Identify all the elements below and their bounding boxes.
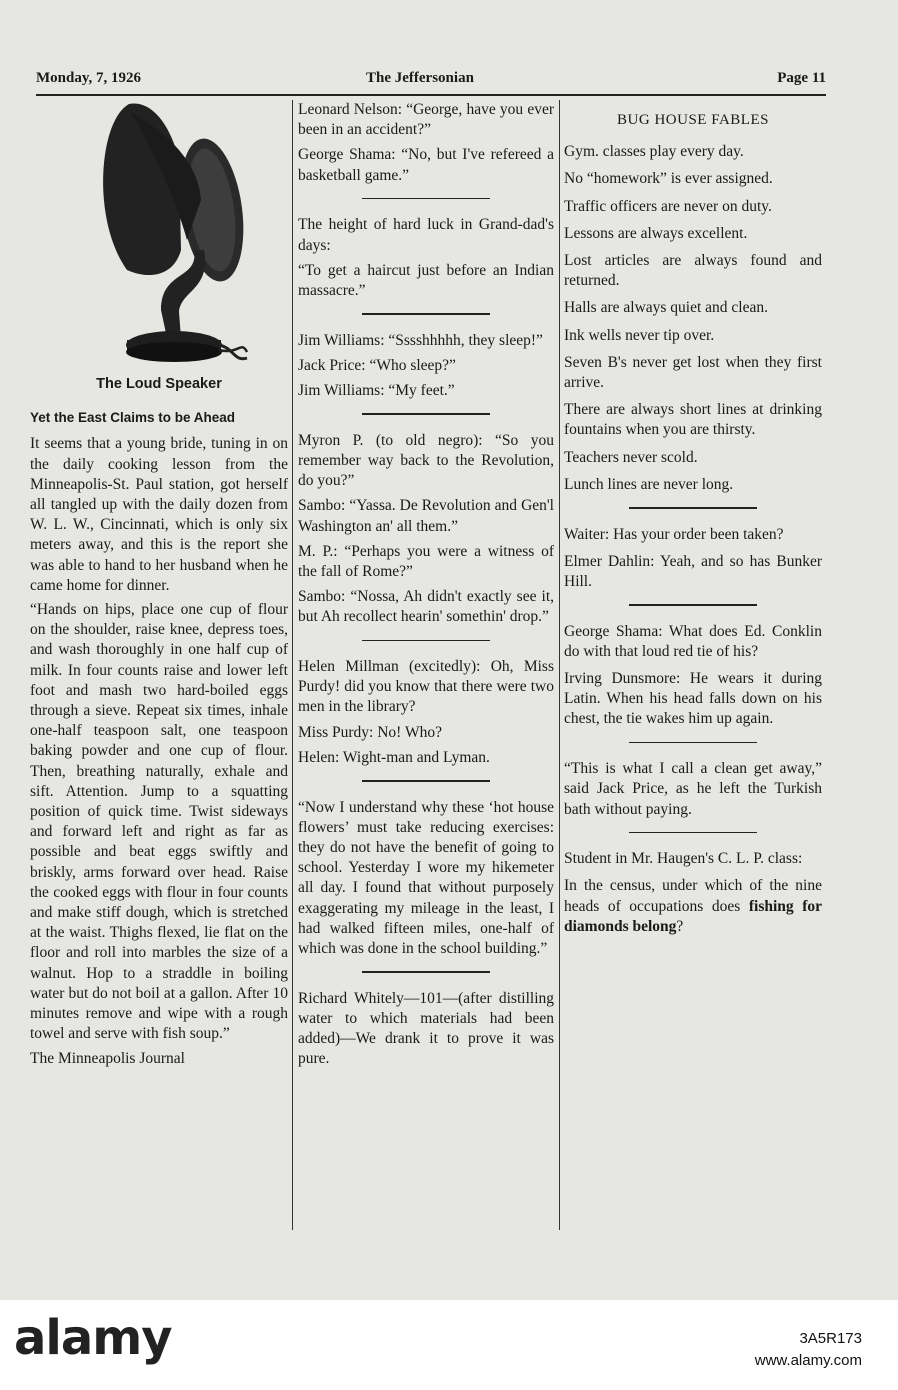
joke-line: Student in Mr. Haugen's C. L. P. class:: [564, 850, 803, 868]
fable-item: Lessons are always excellent.: [564, 224, 748, 242]
joke-line: Helen: Wight-man and Lyman.: [298, 748, 490, 766]
joke-line: Helen Millman (excitedly): Oh, Miss Purdy! did you know that there were two men in the library?: [298, 658, 554, 716]
column-2: [298, 100, 554, 1075]
question-end: ?: [676, 917, 684, 935]
stock-footer: [0, 1300, 898, 1390]
joke-line: M. P.: “Perhaps you were a witness of the fall of Rome?”: [298, 542, 554, 580]
page-number: Page 11: [777, 70, 826, 86]
loud-speaker-illustration: [69, 100, 249, 368]
stock-site: www.alamy.com: [754, 1352, 862, 1369]
fable-item: Lunch lines are never long.: [564, 475, 734, 493]
fable-item: No “homework” is ever assigned.: [564, 170, 773, 188]
fable-item: Teachers never scold.: [564, 448, 698, 466]
joke-line: George Shama: “No, but I've refereed a basketball game.”: [298, 146, 554, 184]
fable-item: Seven B's never get lost when they first arrive.: [564, 353, 822, 392]
stock-info: [755, 1328, 862, 1372]
section-divider: [362, 780, 490, 782]
header-rule: [36, 94, 826, 96]
article-paragraph: It seems that a young bride, tuning in on the daily cooking lesson from the Minneapolis-St. Paul station, got herself all tangled up with the daily dozen from W. L. W., Cincinnati, which is only six meters away, and this is the report she was able to hand to her husband when he came home for dinner.: [30, 435, 288, 594]
joke-line: “Now I understand why these ‘hot house flowers’ must take reducing exercises: they do not have the benefit of going to school. Yesterday I wore my hikemeter all day. I found that without purposely exaggerating my mileage in the least, I had walked fifteen miles, one-half of which was done in the school building.”: [298, 798, 554, 957]
question-bold-text: fishing for diamonds belong: [564, 897, 822, 935]
fable-item: Ink wells never tip over.: [564, 326, 715, 344]
joke-line: “To get a haircut just before an Indian massacre.”: [298, 261, 554, 299]
fable-item: Halls are always quiet and clean.: [564, 299, 768, 317]
image-caption: The Loud Speaker: [96, 376, 222, 392]
column-1: [30, 100, 288, 1073]
joke-line: “This is what I call a clean get away,” said Jack Price, as he left the Turkish bath without paying.: [564, 760, 822, 818]
joke-line: Sambo: “Yassa. De Revolution and Gen'l Washington an' all them.”: [298, 497, 554, 535]
joke-line: Jack Price: “Who sleep?”: [298, 356, 456, 374]
section-divider: [629, 604, 757, 606]
section-divider: [629, 832, 757, 834]
article-headline: Yet the East Claims to be Ahead: [30, 410, 236, 426]
joke-line: Waiter: Has your order been taken?: [564, 525, 784, 543]
section-divider: [362, 313, 490, 315]
section-divider: [629, 742, 757, 744]
article-source: The Minneapolis Journal: [30, 1049, 185, 1067]
joke-line: Miss Purdy: No! Who?: [298, 723, 442, 741]
fable-item: Lost articles are always found and returned.: [564, 252, 822, 290]
page-header: [36, 70, 826, 94]
joke-line: Jim Williams: “My feet.”: [298, 382, 455, 400]
question-text: In the census, under which of the nine heads of occupations does: [564, 877, 822, 915]
stock-logo: alamy: [14, 1310, 172, 1366]
image-id: 3A5R173: [799, 1330, 862, 1347]
section-divider: [362, 640, 490, 642]
joke-line: The height of hard luck in Grand-dad's days:: [298, 216, 554, 254]
joke-line: Elmer Dahlin: Yeah, and so has Bunker Hill.: [564, 552, 822, 590]
joke-line: Richard Whitely—101—(after distilling water to which materials had been added)—We drank it to prove it was pure.: [298, 989, 554, 1068]
fable-item: Gym. classes play every day.: [564, 143, 744, 161]
issue-date: Monday, 7, 1926: [36, 70, 142, 86]
section-divider: [362, 971, 490, 973]
joke-line: Sambo: “Nossa, Ah didn't exactly see it, but Ah recollect hearin' somethin' drop.”: [298, 588, 554, 626]
joke-line: George Shama: What does Ed. Conklin do with that loud red tie of his?: [564, 622, 822, 660]
section-divider: [362, 198, 490, 200]
column-3: [564, 100, 822, 944]
fable-item: Traffic officers are never on duty.: [564, 197, 772, 215]
section-title: BUG HOUSE FABLES: [617, 112, 769, 128]
column-divider: [292, 100, 293, 1230]
column-divider: [559, 100, 560, 1230]
article-paragraph: “Hands on hips, place one cup of flour on the shoulder, raise knee, depress toes, and wash thoroughly in one half cup of milk. In four counts raise and lower left foot and mash two hard-boiled eggs through a sieve. Repeat six times, inhale one-half teaspoon salt, one teaspoon baking powder and one cup of flour. Then, breathing naturally, exhale and sift. Attention. Jump to a squatting position of quick time. Twist sideways and forward left and right as far as possible and beat eggs swiftly and briskly, arms forward over head. Raise the cooked eggs with flour in four counts and make stiff dough, which is stretched at the waist. Thighs flexed, lie flat on the floor and roll into marbles the size of a walnut. Hop to a straddle in boiling water but do not boil at a gallon. After 10 minutes remove and wipe with a rough towel and serve with fish soup.”: [30, 601, 288, 1043]
joke-line: Irving Dunsmore: He wears it during Latin. When his head falls down on his chest, the tie wakes him up again.: [564, 670, 822, 728]
section-divider: [362, 413, 490, 415]
joke-line: Myron P. (to old negro): “So you remember way back to the Revolution, do you?”: [298, 431, 554, 490]
publication-name: The Jeffersonian: [366, 70, 474, 86]
joke-line: Leonard Nelson: “George, have you ever been in an accident?”: [298, 101, 554, 139]
joke-question: [564, 876, 822, 937]
fable-item: There are always short lines at drinking fountains when you are thirsty.: [564, 401, 822, 439]
section-divider: [629, 507, 757, 509]
joke-line: Jim Williams: “Sssshhhhh, they sleep!”: [298, 331, 543, 349]
